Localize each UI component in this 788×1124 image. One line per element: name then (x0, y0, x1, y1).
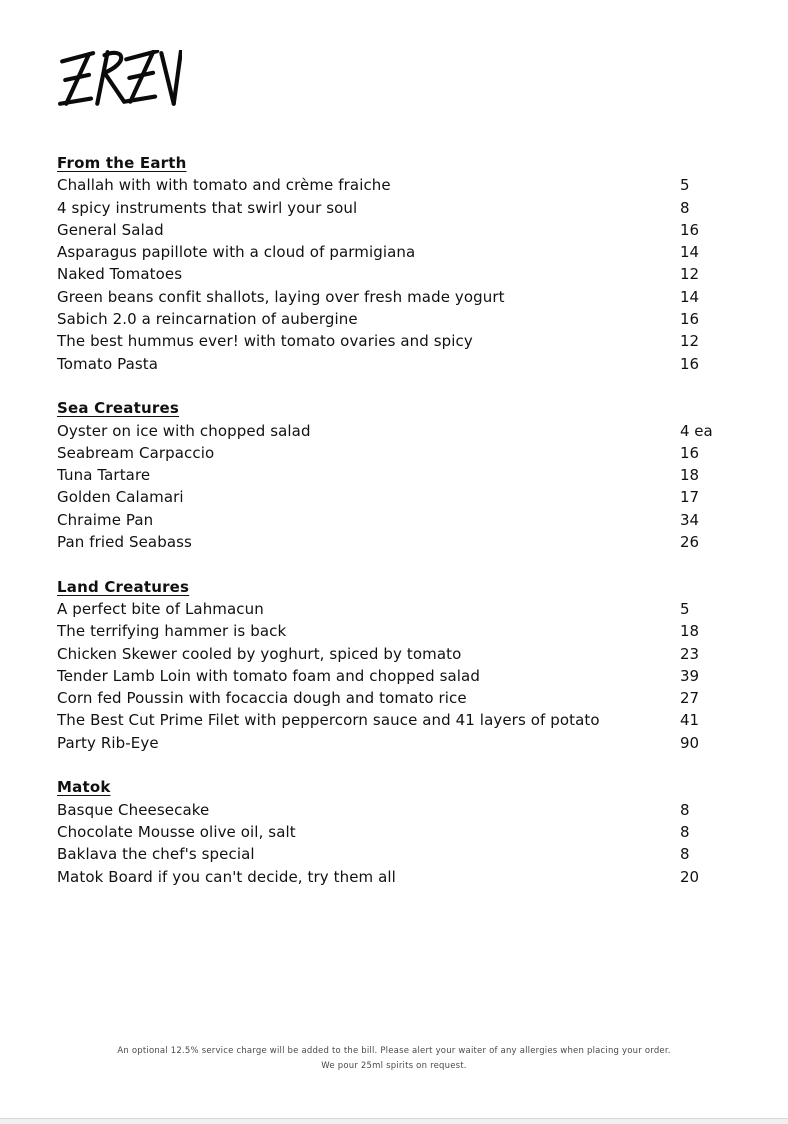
menu-item-name: Chraime Pan (57, 510, 154, 529)
footer-note-line1: An optional 12.5% service charge will be added to the bill. Please alert your waiter of any allergies when placing your order. (117, 1046, 671, 1056)
menu-item-price: 16 (680, 310, 700, 329)
erev-logo-icon (58, 50, 182, 110)
menu-item-price: 17 (680, 488, 700, 507)
menu-item-name: Green beans confit shallots, laying over fresh made yogurt (57, 287, 505, 306)
menu-item-name: Tomato Pasta (57, 354, 159, 373)
menu-item-name: Asparagus papillote with a cloud of parmigiana (57, 243, 416, 262)
menu-item-price: 5 (680, 599, 690, 618)
menu-item-name: Tender Lamb Loin with tomato foam and chopped salad (57, 666, 480, 685)
menu-item-price: 27 (680, 689, 700, 708)
menu-item-row (57, 709, 763, 731)
menu-item-price: 16 (680, 354, 700, 373)
menu-item-row (57, 799, 763, 821)
menu-item-row (57, 442, 763, 464)
page-bottom-edge (0, 1118, 788, 1124)
menu-item-price: 16 (680, 443, 700, 462)
menu-item-row (57, 197, 763, 219)
menu-item-name: A perfect bite of Lahmacun (57, 599, 264, 618)
menu-item-name: Basque Cheesecake (57, 800, 210, 819)
menu-item-name: Tuna Tartare (57, 466, 151, 485)
menu-item-row (57, 219, 763, 241)
section-title: Matok (57, 778, 111, 797)
menu-item-price: 18 (680, 466, 700, 485)
section-title: Sea Creatures (57, 399, 179, 418)
menu-item-price: 12 (680, 265, 700, 284)
menu-item-row (57, 241, 763, 263)
menu-item-name: Baklava the chef's special (57, 845, 255, 864)
menu-item-name: Party Rib-Eye (57, 733, 159, 752)
menu-item-row (57, 843, 763, 865)
menu-item-name: Pan fried Seabass (57, 533, 192, 552)
menu-item-name: The best hummus ever! with tomato ovaries and spicy (57, 332, 473, 351)
menu-item-row (57, 353, 763, 375)
menu-item-price: 34 (680, 510, 700, 529)
menu-item-price: 5 (680, 176, 690, 195)
menu-item-row (57, 509, 763, 531)
menu-item-price: 14 (680, 243, 700, 262)
menu-item-row (57, 263, 763, 285)
menu-item-price: 8 (680, 845, 690, 864)
menu-item-row (57, 732, 763, 754)
menu-item-row (57, 420, 763, 442)
menu-item-price: 90 (680, 733, 700, 752)
menu-item-name: Chocolate Mousse olive oil, salt (57, 822, 296, 841)
menu-item-name: Golden Calamari (57, 488, 184, 507)
menu-item-row (57, 687, 763, 709)
menu-item-price: 16 (680, 220, 700, 239)
menu-item-row (57, 464, 763, 486)
menu-item-row (57, 174, 763, 196)
menu-item-price: 8 (680, 822, 690, 841)
menu-item-row (57, 643, 763, 665)
menu-item-name: Matok Board if you can't decide, try them all (57, 867, 396, 886)
section-title: Land Creatures (57, 577, 190, 596)
menu-item-price: 20 (680, 867, 700, 886)
menu-item-row (57, 620, 763, 642)
erev-logo (58, 50, 182, 110)
menu-item-row (57, 665, 763, 687)
menu-item-name: Corn fed Poussin with focaccia dough and tomato rice (57, 689, 467, 708)
menu-content (57, 152, 763, 888)
menu-item-price: 14 (680, 287, 700, 306)
menu-item-name: Seabream Carpaccio (57, 443, 215, 462)
menu-item-name: 4 spicy instruments that swirl your soul (57, 198, 358, 217)
menu-section (57, 397, 763, 553)
menu-item-price: 39 (680, 666, 700, 685)
menu-item-price: 26 (680, 533, 700, 552)
menu-item-row (57, 598, 763, 620)
menu-item-price: 41 (680, 711, 700, 730)
footer-note (0, 1044, 788, 1074)
section-title: From the Earth (57, 154, 187, 172)
footer-note-line2: We pour 25ml spirits on request. (321, 1061, 467, 1071)
menu-item-price: 12 (680, 332, 700, 351)
menu-item-price: 18 (680, 622, 700, 641)
menu-item-row (57, 866, 763, 888)
menu-item-name: The Best Cut Prime Filet with peppercorn sauce and 41 layers of potato (57, 711, 600, 730)
menu-item-row (57, 308, 763, 330)
menu-item-name: The terrifying hammer is back (57, 622, 287, 641)
menu-section (57, 576, 763, 754)
menu-item-price: 23 (680, 644, 700, 663)
menu-item-name: Naked Tomatoes (57, 265, 183, 284)
menu-item-price: 4 ea (680, 421, 713, 440)
menu-item-row (57, 821, 763, 843)
menu-item-name: Oyster on ice with chopped salad (57, 421, 311, 440)
menu-item-price: 8 (680, 800, 690, 819)
menu-item-name: Chicken Skewer cooled by yoghurt, spiced by tomato (57, 644, 462, 663)
menu-item-row (57, 286, 763, 308)
menu-item-price: 8 (680, 198, 690, 217)
menu-item-row (57, 486, 763, 508)
menu-section (57, 776, 763, 887)
menu-item-name: Challah with with tomato and crème fraiche (57, 176, 391, 195)
menu-item-row (57, 531, 763, 553)
menu-item-name: General Salad (57, 220, 164, 239)
menu-item-name: Sabich 2.0 a reincarnation of aubergine (57, 310, 358, 329)
menu-section (57, 152, 763, 375)
menu-item-row (57, 330, 763, 352)
